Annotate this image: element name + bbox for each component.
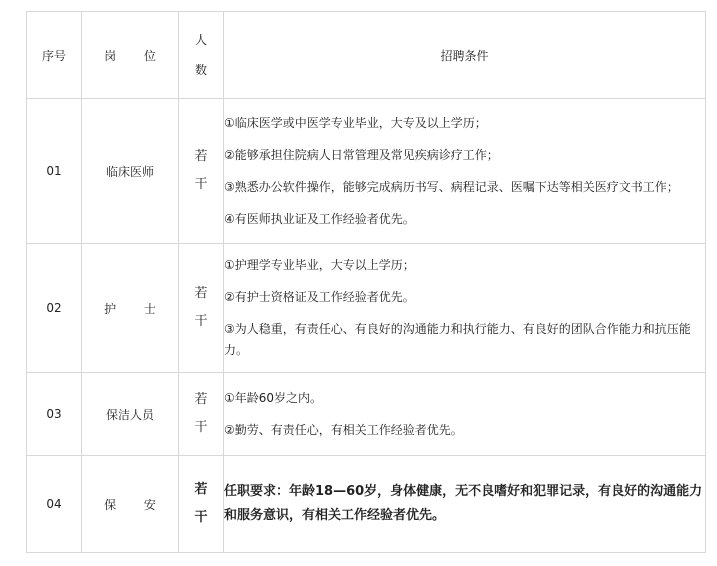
count-cell [179, 373, 224, 456]
table-row [27, 244, 706, 373]
header-requirements: 招聘条件 [224, 12, 706, 99]
table-row [27, 99, 706, 244]
requirement-item: ②能够承担住院病人日常管理及常见疾病诊疗工作； [224, 147, 499, 162]
count-label: 若干 [194, 392, 208, 435]
requirement-item: ②有护士资格证及工作经验者优先。 [224, 290, 415, 304]
serial-cell: 03 [27, 373, 82, 456]
serial-cell: 02 [27, 244, 82, 373]
requirement-item: ③为人稳重，有责任心、有良好的沟通能力和执行能力、有良好的团队合作能力和抗压能力。 [224, 322, 691, 357]
count-label: 若干 [194, 286, 208, 329]
table-header-row [27, 12, 706, 99]
requirement-item: ④有医师执业证及工作经验者优先。 [224, 211, 415, 226]
header-count-label: 人数 [194, 33, 207, 77]
position-cell [82, 244, 179, 373]
requirements-cell [224, 373, 706, 456]
recruitment-table [26, 11, 706, 553]
count-cell [179, 244, 224, 373]
requirements-cell [224, 99, 706, 244]
requirements-cell [224, 244, 706, 373]
header-serial: 序号 [27, 12, 82, 99]
position-cell: 保洁人员 [82, 373, 179, 456]
requirement-item: 任职要求：年龄18—60岁，身体健康，无不良嗜好和犯罪记录，有良好的沟通能力和服务意识，有相关工作经验者优先。 [224, 484, 703, 523]
requirement-item: ①年龄60岁之内。 [224, 390, 323, 405]
requirements-cell [224, 456, 706, 553]
header-position-label: 岗 位 [104, 48, 168, 63]
requirement-item: ①护理学专业毕业，大专以上学历； [224, 258, 415, 272]
count-label: 若干 [194, 149, 208, 192]
count-cell [179, 99, 224, 244]
header-position [82, 12, 179, 99]
table-row [27, 456, 706, 553]
position-label: 护 士 [104, 301, 168, 316]
requirement-item: ①临床医学或中医学专业毕业，大专及以上学历； [224, 115, 487, 130]
requirement-item: ②勤劳、有责任心，有相关工作经验者优先。 [224, 422, 463, 437]
header-count [179, 12, 224, 99]
position-cell [82, 456, 179, 553]
serial-cell: 01 [27, 99, 82, 244]
table-row [27, 373, 706, 456]
count-label: 若干 [194, 482, 208, 525]
count-cell [179, 456, 224, 553]
serial-cell: 04 [27, 456, 82, 553]
requirement-item: ③熟悉办公软件操作，能够完成病历书写、病程记录、医嘱下达等相关医疗文书工作； [224, 179, 679, 194]
position-cell: 临床医师 [82, 99, 179, 244]
position-label: 保 安 [104, 497, 168, 512]
